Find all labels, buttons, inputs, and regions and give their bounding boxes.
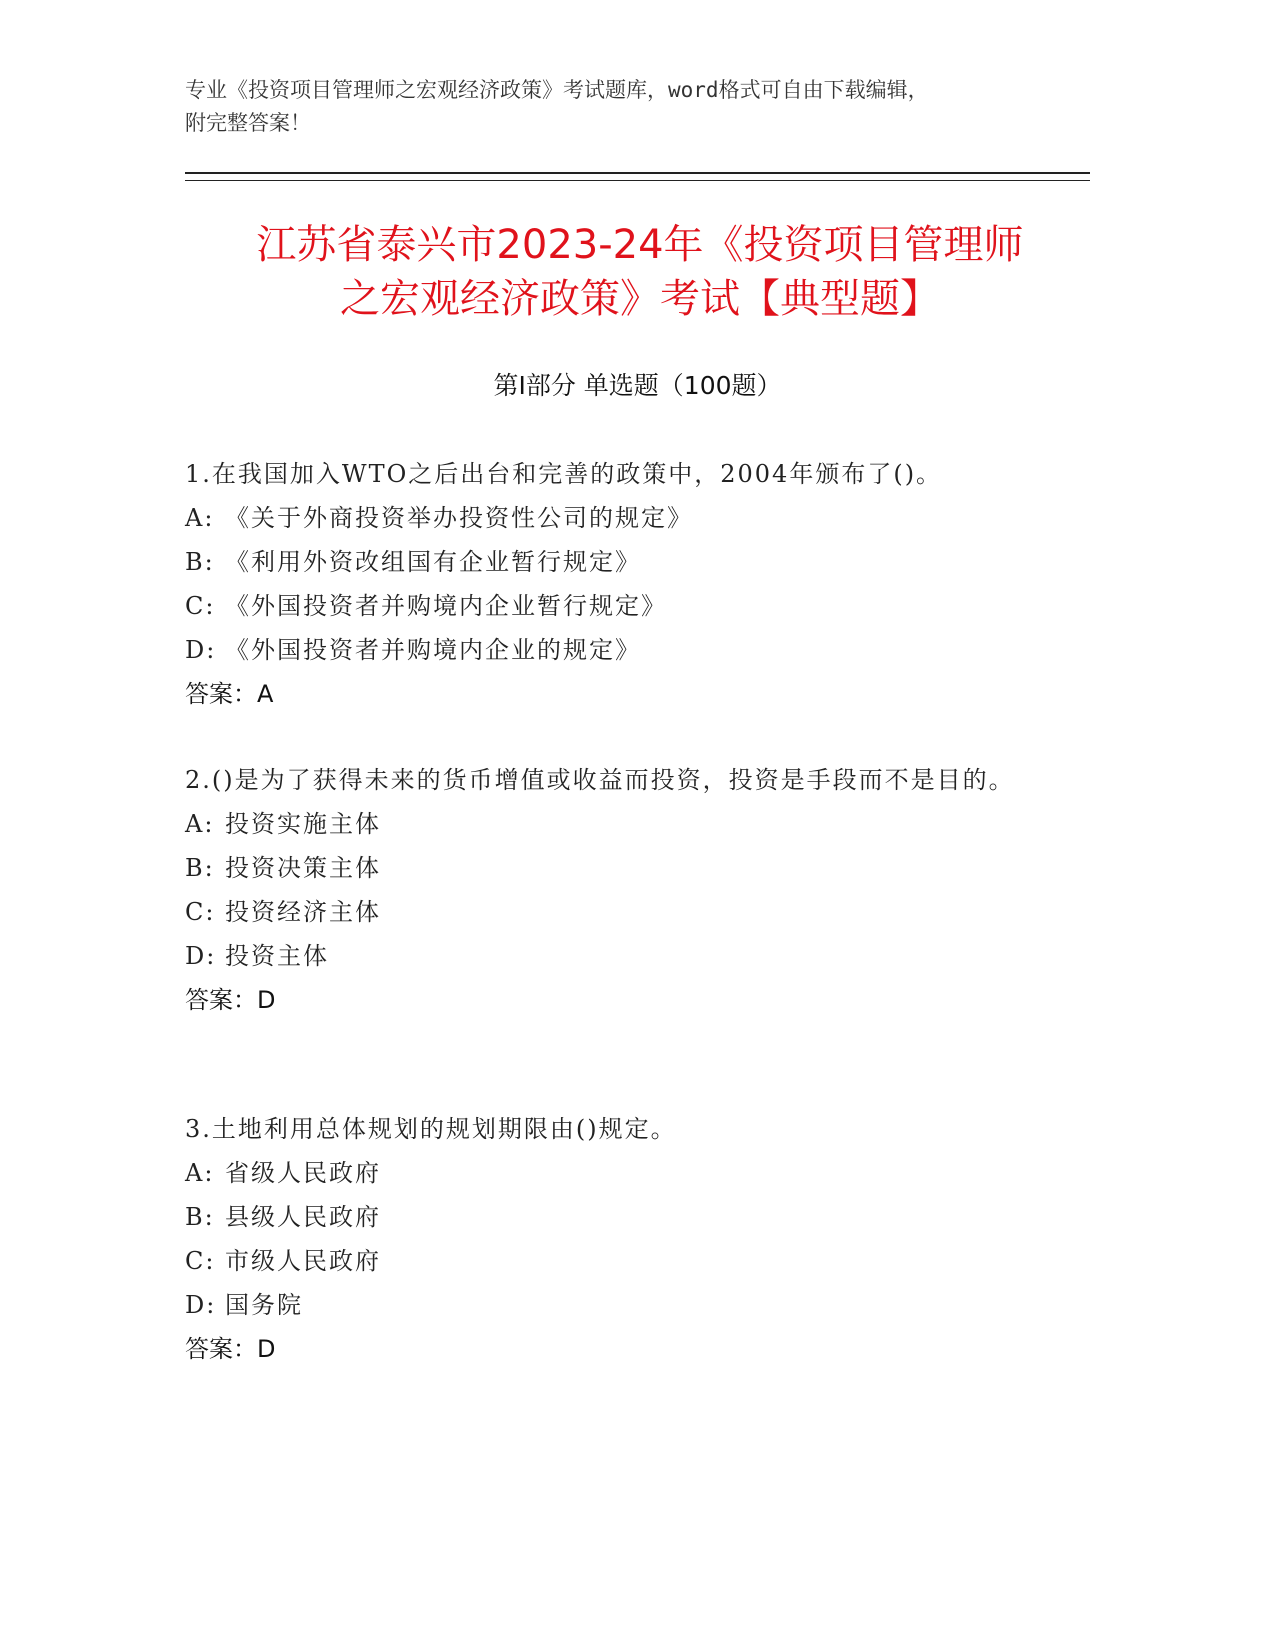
- question-stem: 1.在我国加入WTO之后出台和完善的政策中，2004年颁布了()。: [185, 460, 943, 488]
- option-letter: C:: [185, 1247, 216, 1275]
- option-letter: B:: [185, 1203, 215, 1231]
- option-text: 《外国投资者并购境内企业暂行规定》: [225, 592, 667, 620]
- option-letter: C:: [185, 898, 216, 926]
- answer-label: 答案：D: [185, 986, 276, 1014]
- option-b: [185, 846, 1055, 890]
- option-letter: A:: [185, 810, 215, 838]
- question-2: [185, 758, 1055, 1022]
- header-note-line-2: 附完整答案！: [185, 111, 311, 135]
- option-d: [185, 628, 1055, 672]
- option-text: 投资实施主体: [225, 810, 381, 838]
- option-text: 投资经济主体: [225, 898, 381, 926]
- option-a: [185, 1151, 1055, 1195]
- option-text: 投资决策主体: [225, 854, 381, 882]
- option-b: [185, 1195, 1055, 1239]
- option-d: [185, 934, 1055, 978]
- option-text: 市级人民政府: [225, 1247, 381, 1275]
- option-text: 《外国投资者并购境内企业的规定》: [225, 636, 641, 664]
- option-text: 省级人民政府: [225, 1159, 381, 1187]
- header-note: [185, 74, 1085, 140]
- option-letter: D:: [185, 942, 217, 970]
- question-3: [185, 1107, 1055, 1371]
- option-letter: A:: [185, 504, 215, 532]
- option-c: [185, 890, 1055, 934]
- section-heading: 第Ⅰ部分 单选题（100题）: [493, 371, 782, 400]
- option-letter: B:: [185, 854, 215, 882]
- option-c: [185, 584, 1055, 628]
- option-letter: B:: [185, 548, 215, 576]
- option-letter: C:: [185, 592, 216, 620]
- option-d: [185, 1283, 1055, 1327]
- answer-label: 答案：D: [185, 1335, 276, 1363]
- option-b: [185, 540, 1055, 584]
- option-c: [185, 1239, 1055, 1283]
- option-text: 《关于外商投资举办投资性公司的规定》: [225, 504, 693, 532]
- option-letter: D:: [185, 636, 217, 664]
- question-stem: 3.土地利用总体规划的规划期限由()规定。: [185, 1115, 677, 1143]
- document-title: [150, 218, 1130, 326]
- question-1: [185, 452, 1055, 716]
- answer-label: 答案：A: [185, 680, 274, 708]
- option-letter: A:: [185, 1159, 215, 1187]
- question-stem: 2.()是为了获得未来的货币增值或收益而投资，投资是手段而不是目的。: [185, 766, 1015, 794]
- option-text: 国务院: [225, 1291, 303, 1319]
- option-a: [185, 802, 1055, 846]
- document-title-line-1: 江苏省泰兴市2023-24年《投资项目管理师: [256, 222, 1024, 268]
- option-text: 《利用外资改组国有企业暂行规定》: [225, 548, 641, 576]
- header-divider-thin: [185, 180, 1090, 181]
- option-text: 投资主体: [225, 942, 329, 970]
- header-note-line-1: 专业《投资项目管理师之宏观经济政策》考试题库，word格式可自由下载编辑，: [185, 78, 929, 102]
- option-text: 县级人民政府: [225, 1203, 381, 1231]
- header-divider-thick: [185, 172, 1090, 174]
- document-title-line-2: 之宏观经济政策》考试【典型题】: [340, 276, 940, 322]
- option-a: [185, 496, 1055, 540]
- option-letter: D:: [185, 1291, 217, 1319]
